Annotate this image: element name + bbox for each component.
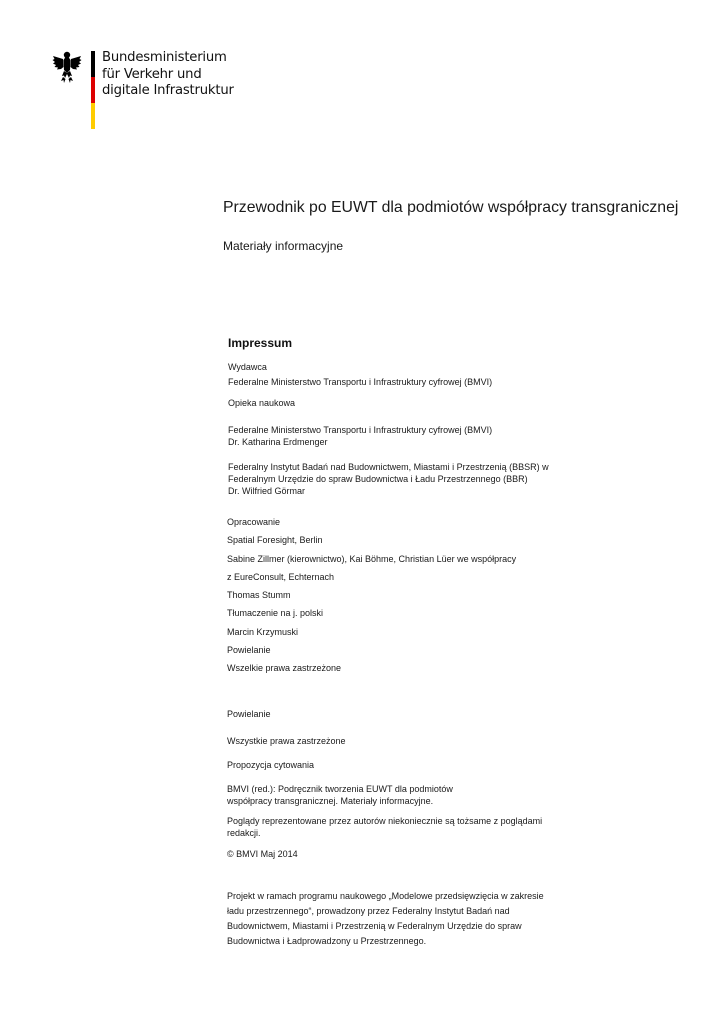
disclaimer-line: Poglądy reprezentowane przez autorów niekoniecznie są tożsame z poglądami (227, 816, 543, 826)
reproduction-value: Wszystkie prawa zastrzeżone (227, 736, 346, 746)
project-note-line: Budownictwem, Miastami i Przestrzenią w Federalnym Urzędzie do spraw (227, 921, 522, 931)
preparation-entry: z EureConsult, Echternach (227, 572, 335, 582)
preparation-entry: Spatial Foresight, Berlin (227, 535, 323, 545)
supervision-entry-line: Dr. Wilfried Görmar (228, 486, 306, 496)
reproduction-value: Wszelkie prawa zastrzeżone (227, 663, 342, 673)
flag-stripe-gold (91, 103, 95, 129)
preparation-entry: Thomas Stumm (227, 590, 291, 600)
publisher-value: Federalne Ministerstwo Transportu i Infrastruktury cyfrowej (BMVI) (228, 377, 493, 387)
document-title: Przewodnik po EUWT dla podmiotów współpracy transgranicznej (223, 199, 679, 216)
ministry-name (102, 50, 234, 100)
flag-stripe-black (91, 51, 95, 77)
citation-line: współpracy transgranicznej. Materiały informacyjne. (227, 796, 434, 806)
reproduction-label: Powielanie (227, 645, 271, 655)
supervision-entry-line: Federalne Ministerstwo Transportu i Infrastruktury cyfrowej (BMVI) (228, 425, 493, 435)
preparation-label: Opracowanie (227, 517, 281, 527)
project-note-line: Budownictwa i Ładprowadzony u Przestrzennego. (227, 936, 427, 946)
translation-value: Marcin Krzymuski (227, 627, 299, 637)
project-note-line: Projekt w ramach programu naukowego „Modelowe przedsięwzięcia w zakresie (227, 891, 544, 901)
supervision-entry-line: Dr. Katharina Erdmenger (228, 437, 328, 447)
copyright-notice: © BMVI Maj 2014 (227, 849, 298, 859)
ministry-name-line: für Verkehr und (102, 66, 202, 82)
preparation-entry: Sabine Zillmer (kierownictwo), Kai Böhme, Christian Lüer we współpracy (227, 554, 517, 564)
ministry-name-line: Bundesministerium (102, 50, 227, 65)
ministry-name-line: digitale Infrastruktur (102, 83, 234, 98)
disclaimer-line: redakcji. (227, 828, 261, 838)
german-flag-bar (91, 51, 95, 129)
supervision-entry-line: Federalny Instytut Badań nad Budownictwem, Miastami i Przestrzenią (BBSR) w (228, 462, 549, 472)
supervision-entry-line: Federalnym Urzędzie do spraw Budownictwa i Ładu Przestrzennego (BBR) (228, 474, 528, 484)
publisher-label: Wydawca (228, 362, 267, 372)
document-subtitle: Materiały informacyjne (223, 239, 344, 253)
project-note-line: ładu przestrzennego“, prowadzony przez Federalny Instytut Badań nad (227, 906, 510, 916)
translation-label: Tłumaczenie na j. polski (227, 608, 324, 618)
reproduction-label: Powielanie (227, 709, 271, 719)
federal-eagle-icon (52, 50, 82, 84)
citation-label: Propozycja cytowania (227, 760, 315, 770)
impressum-heading: Impressum (228, 336, 293, 350)
citation-line: BMVI (red.): Podręcznik tworzenia EUWT dla podmiotów (227, 784, 453, 794)
scientific-supervision-label: Opieka naukowa (228, 398, 296, 408)
flag-stripe-red (91, 77, 95, 103)
